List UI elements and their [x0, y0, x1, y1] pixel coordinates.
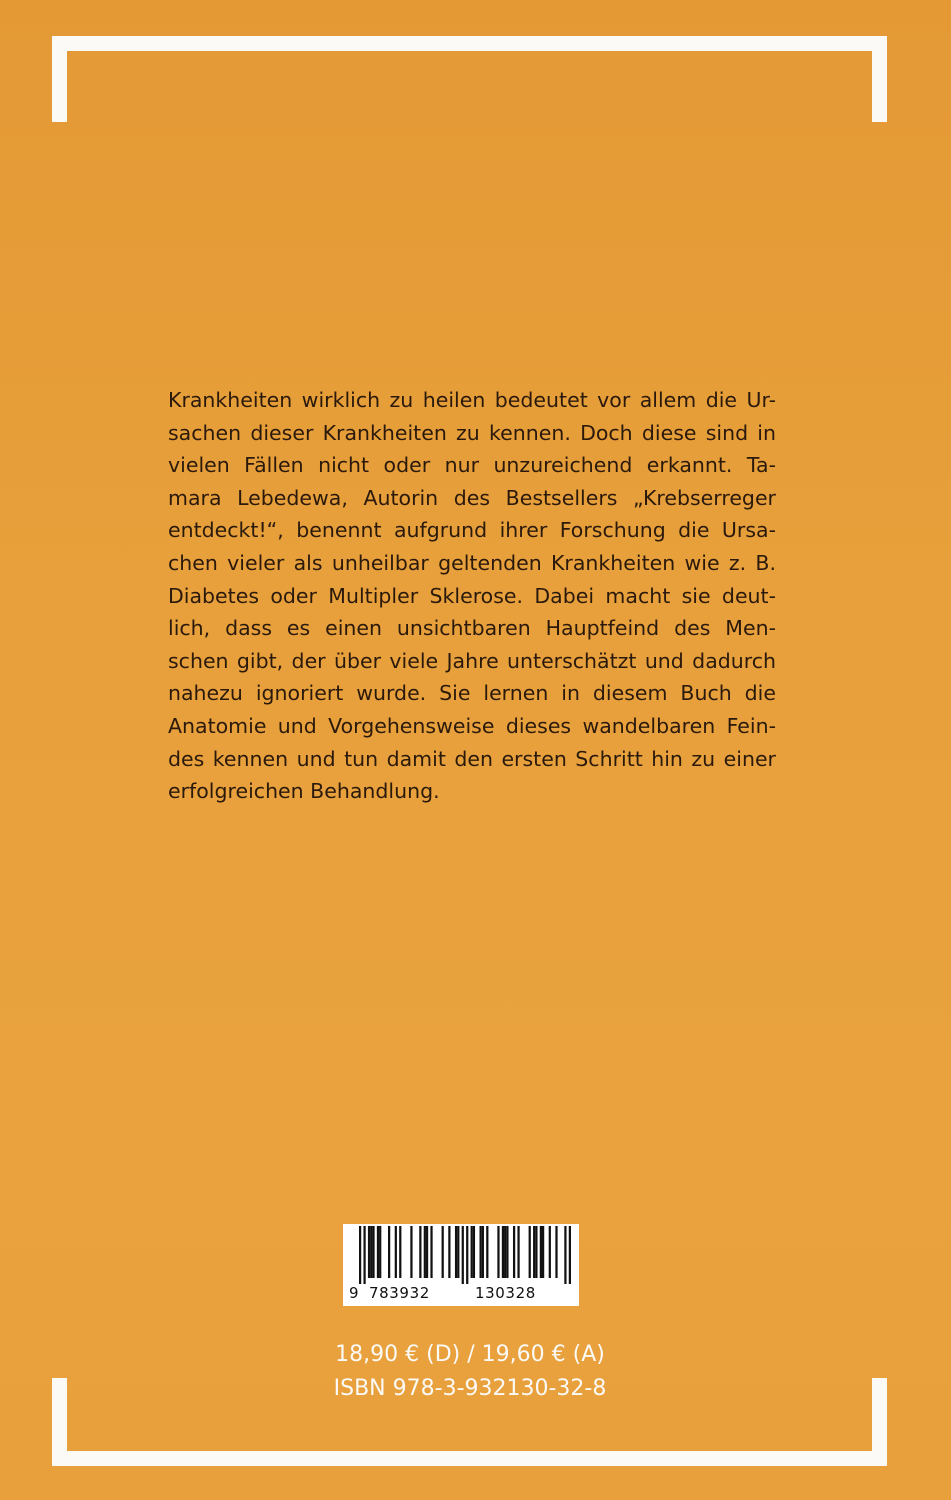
barcode-bar: [482, 1226, 484, 1278]
barcode-bar: [555, 1226, 557, 1278]
barcode-bar: [457, 1226, 459, 1278]
blurb-line: nahezu ignoriert wurde. Sie lernen in diesem Buch die: [168, 681, 776, 706]
price-label: 18,90 € (D) / 19,60 € (A): [335, 1342, 605, 1367]
barcode-bar: [368, 1226, 370, 1278]
barcode-bar: [388, 1226, 390, 1278]
barcode-bar: [480, 1226, 482, 1278]
barcode-bar: [377, 1226, 379, 1278]
barcode-bar: [517, 1226, 519, 1278]
barcode-bar: [399, 1226, 401, 1278]
isbn-label: ISBN 978-3-932130-32-8: [333, 1376, 607, 1401]
blurb-line: vielen Fällen nicht oder nur unzureichend erkannt. Ta-: [168, 453, 776, 478]
barcode-bar: [424, 1226, 426, 1278]
barcode-bar: [513, 1226, 515, 1278]
blurb-line: lich, dass es einen unsichtbaren Hauptfeind des Men-: [168, 616, 776, 641]
barcode-left-group: 783932: [369, 1284, 430, 1302]
barcode-bar: [370, 1226, 372, 1278]
barcode-bar: [504, 1226, 506, 1278]
barcode-bar: [542, 1226, 544, 1278]
barcode-bar: [533, 1226, 535, 1278]
barcode-bar: [410, 1226, 412, 1278]
barcode-bar: [455, 1226, 457, 1278]
barcode-bar: [502, 1226, 504, 1278]
barcode-bar: [569, 1226, 571, 1284]
barcode-bar: [471, 1226, 473, 1278]
blurb-line: Diabetes oder Multipler Sklerose. Dabei macht sie deut-: [168, 583, 776, 608]
barcode-bar: [426, 1226, 428, 1278]
blurb-line: entdeckt!“, benennt aufgrund ihrer Forschung die Ursa-: [168, 518, 776, 543]
barcode-bar: [379, 1226, 381, 1278]
barcode-bar: [372, 1226, 374, 1278]
bottom-frame-bracket: [52, 1378, 887, 1466]
blurb-line: Anatomie und Vorgehensweise dieses wandelbaren Fein-: [168, 713, 776, 738]
barcode-bar: [430, 1226, 432, 1278]
barcode-bar: [564, 1226, 566, 1284]
blurb-line: erfolgreichen Behandlung.: [168, 779, 440, 804]
top-frame-bracket: [52, 36, 887, 122]
barcode-bars: [359, 1226, 571, 1284]
barcode-bar: [466, 1226, 468, 1284]
blurb-line: mara Lebedewa, Autorin des Bestsellers „Krebserreger: [168, 485, 776, 510]
barcode-bar: [359, 1226, 361, 1284]
barcode-bar: [549, 1226, 551, 1278]
barcode-first-digit: 9: [349, 1284, 359, 1302]
blurb-line: schen gibt, der über viele Jahre unterschätzt und dadurch: [168, 648, 776, 673]
barcode-bar: [448, 1226, 450, 1278]
barcode-bar: [497, 1226, 499, 1278]
barcode-bar: [529, 1226, 531, 1278]
barcode-bar: [462, 1226, 464, 1284]
blurb-line: Krankheiten wirklich zu heilen bedeutet vor allem die Ur-: [168, 388, 776, 412]
barcode-bar: [473, 1226, 475, 1278]
barcode-bar: [506, 1226, 508, 1278]
barcode-bar: [363, 1226, 365, 1284]
barcode-bar: [419, 1226, 421, 1278]
blurb-line: chen vieler als unheilbar geltenden Krankheiten wie z. B.: [168, 550, 776, 575]
isbn-barcode: [343, 1224, 579, 1306]
barcode-right-group: 130328: [475, 1284, 536, 1302]
barcode-bar: [535, 1226, 537, 1278]
blurb-text: [168, 384, 776, 808]
blurb-line: des kennen und tun damit den ersten Schritt hin zu einer: [168, 746, 776, 771]
barcode-bar: [442, 1226, 444, 1278]
barcode-bar: [395, 1226, 397, 1278]
blurb-line: sachen dieser Krankheiten zu kennen. Doch diese sind in: [168, 420, 776, 445]
barcode-digits: [347, 1284, 573, 1304]
barcode-bar: [486, 1226, 488, 1278]
barcode-bar: [540, 1226, 542, 1278]
